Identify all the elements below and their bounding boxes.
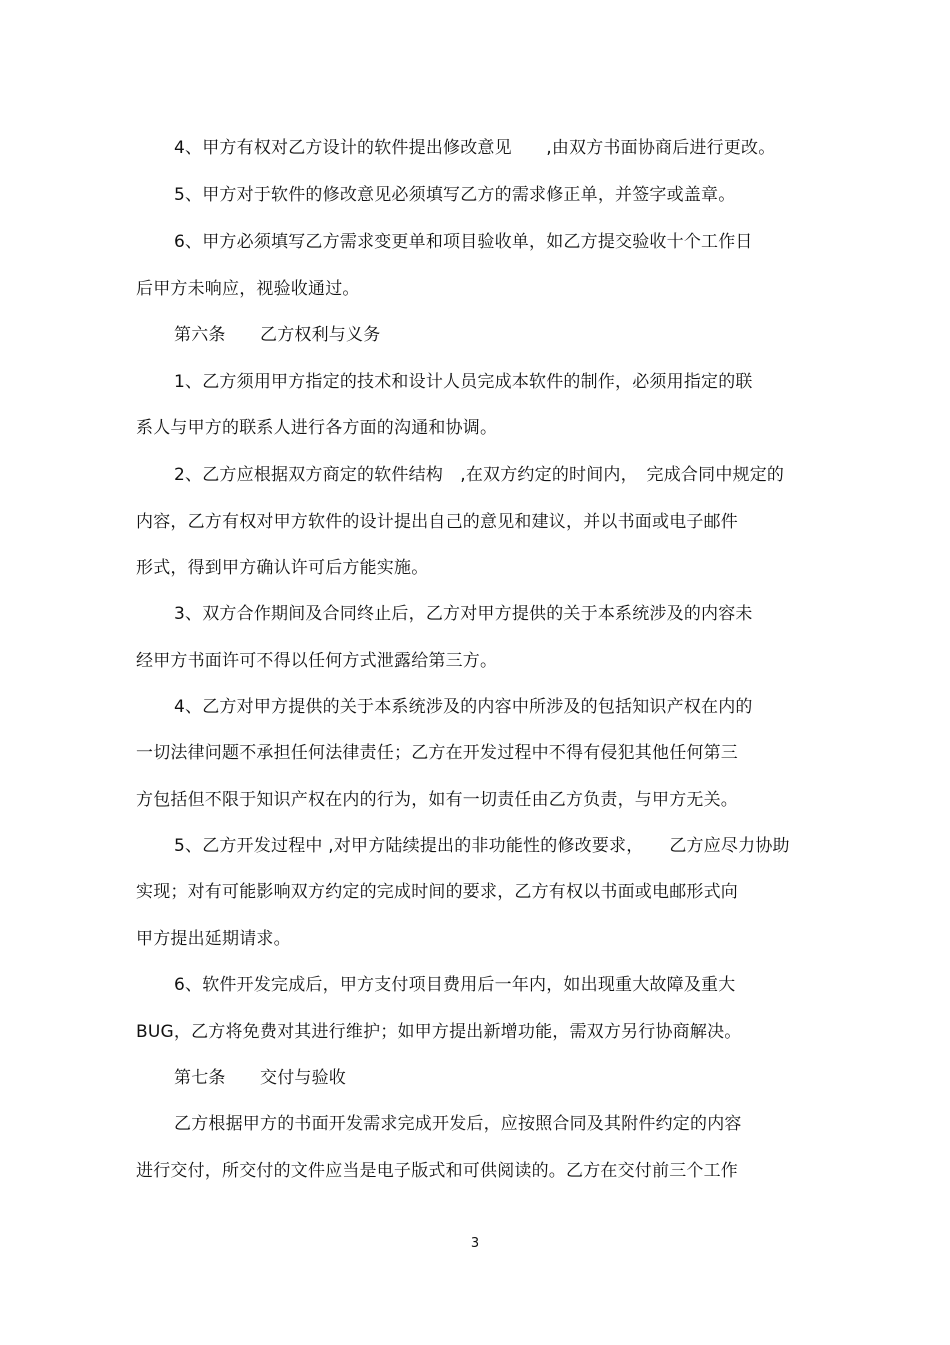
text-line-13: 4、乙方对甲方提供的关于本系统涉及的内容中所涉及的包括知识产权在内的	[174, 697, 753, 717]
text-line-15: 方包括但不限于知识产权在内的行为，如有一切责任由乙方负责，与甲方无关。	[136, 790, 738, 810]
text-line-2: 5、甲方对于软件的修改意见必须填写乙方的需求修正单，并签字或盖章。	[174, 185, 736, 205]
text-line-3: 6、甲方必须填写乙方需求变更单和项目验收单，如乙方提交验收十个工作日	[174, 232, 753, 252]
text-line-7: 系人与甲方的联系人进行各方面的沟通和协调。	[136, 418, 498, 438]
text-line-16: 5、乙方开发过程中 ,对甲方陆续提出的非功能性的修改要求， 乙方应尽力协助	[174, 836, 790, 856]
text-line-10: 形式，得到甲方确认许可后方能实施。	[136, 558, 429, 578]
text-line-6: 1、乙方须用甲方指定的技术和设计人员完成本软件的制作，必须用指定的联	[174, 372, 753, 392]
text-line-20: BUG，乙方将免费对其进行维护；如甲方提出新增功能，需双方另行协商解决。	[136, 1022, 742, 1042]
text-line-17: 实现；对有可能影响双方约定的完成时间的要求，乙方有权以书面或电邮形式向	[136, 882, 738, 902]
text-line-12: 经甲方书面许可不得以任何方式泄露给第三方。	[136, 651, 498, 671]
text-line-22: 乙方根据甲方的书面开发需求完成开发后，应按照合同及其附件约定的内容	[174, 1114, 742, 1134]
text-line-14: 一切法律问题不承担任何法律责任；乙方在开发过程中不得有侵犯其他任何第三	[136, 743, 738, 763]
text-line-8: 2、乙方应根据双方商定的软件结构 ,在双方约定的时间内， 完成合同中规定的	[174, 465, 785, 485]
page-number: 3	[470, 1236, 480, 1251]
text-line-23: 进行交付，所交付的文件应当是电子版式和可供阅读的。乙方在交付前三个工作	[136, 1161, 738, 1181]
text-line-1: 4、甲方有权对乙方设计的软件提出修改意见 ,由双方书面协商后进行更改。	[174, 138, 776, 158]
text-line-11: 3、双方合作期间及合同终止后，乙方对甲方提供的关于本系统涉及的内容未	[174, 604, 753, 624]
text-line-9: 内容，乙方有权对甲方软件的设计提出自己的意见和建议，并以书面或电子邮件	[136, 512, 738, 532]
text-line-4: 后甲方未响应，视验收通过。	[136, 279, 360, 299]
text-line-19: 6、软件开发完成后，甲方支付项目费用后一年内，如出现重大故障及重大	[174, 975, 736, 995]
section-heading-6: 第六条 乙方权利与义务	[174, 325, 381, 345]
text-line-18: 甲方提出延期请求。	[136, 929, 291, 949]
section-heading-7: 第七条 交付与验收	[174, 1068, 346, 1088]
